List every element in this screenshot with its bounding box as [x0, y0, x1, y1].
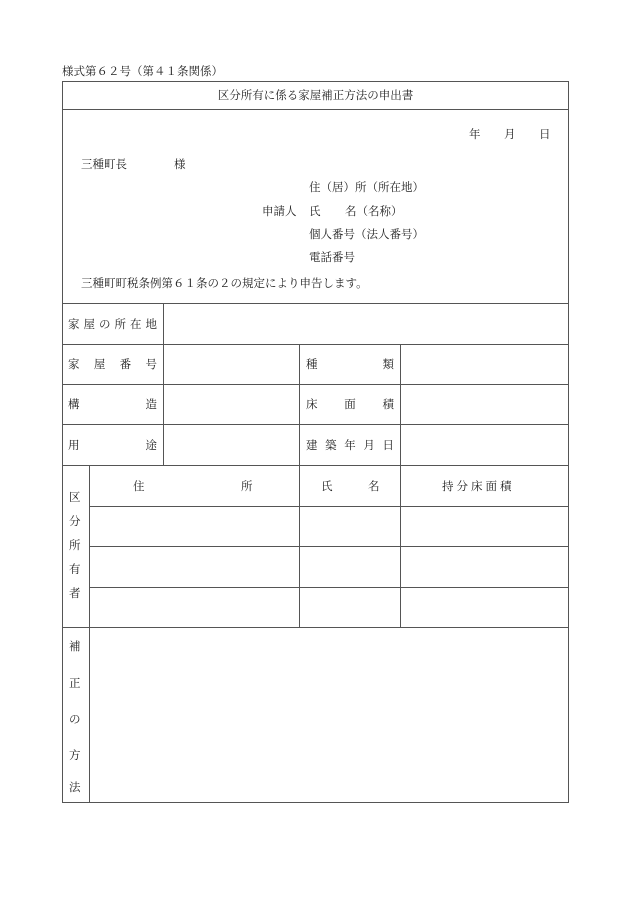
owners-col-address-a: 住: [133, 479, 145, 493]
owners-label: 区分所有者: [69, 490, 81, 600]
correction-label-2: 正: [69, 676, 81, 690]
owners-col-share: 持分床面積: [442, 479, 515, 493]
owner-3-share[interactable]: [401, 588, 568, 627]
applicant-label: 申請人: [262, 204, 297, 218]
owner-3-name[interactable]: [300, 588, 400, 627]
owner-1-share[interactable]: [401, 507, 568, 546]
owner-1-address[interactable]: [90, 507, 299, 546]
label-built-date: 建築年月日: [306, 438, 394, 452]
owner-1-name[interactable]: [300, 507, 400, 546]
house-number-field[interactable]: [164, 345, 299, 384]
addressee-honorific: 様: [174, 157, 186, 171]
statement: 三種町町税条例第６１条の２の規定により申告します。: [81, 276, 368, 290]
applicant-number-label: 個人番号（法人番号）: [309, 227, 424, 241]
applicant-address-label: 住（居）所（所在地）: [309, 180, 424, 194]
addressee-name: 三種町長: [81, 157, 127, 171]
date-year: 年: [469, 127, 481, 141]
label-location: 家屋の所在地: [68, 317, 157, 331]
form-title: 区分所有に係る家屋補正方法の申出書: [217, 88, 414, 102]
correction-label-4: 方: [69, 748, 81, 762]
label-use: 用途: [68, 438, 157, 452]
location-field[interactable]: [164, 304, 568, 344]
built-date-field[interactable]: [401, 425, 568, 465]
label-structure: 構造: [68, 397, 157, 411]
owner-2-share[interactable]: [401, 547, 568, 587]
owner-2-name[interactable]: [300, 547, 400, 587]
date-day: 日: [539, 127, 551, 141]
label-house-number: 家屋番号: [68, 357, 157, 371]
structure-field[interactable]: [164, 385, 299, 424]
owners-col-name-b: 名: [368, 479, 380, 493]
owner-2-address[interactable]: [90, 547, 299, 587]
correction-label-1: 補: [69, 639, 81, 653]
owner-3-address[interactable]: [90, 588, 299, 627]
use-field[interactable]: [164, 425, 299, 465]
label-type: 種類: [306, 357, 394, 371]
label-floor-area: 床面積: [306, 397, 394, 411]
form-number: 様式第６２号（第４１条関係）: [62, 64, 223, 78]
applicant-name-label-a: 氏: [309, 204, 321, 218]
applicant-name-label-b: 名（名称）: [345, 204, 403, 218]
date-month: 月: [504, 127, 516, 141]
floor-area-field[interactable]: [401, 385, 568, 424]
owners-col-address-b: 所: [241, 479, 253, 493]
owners-col-name-a: 氏: [321, 479, 333, 493]
applicant-phone-label: 電話番号: [309, 250, 355, 264]
correction-method-field[interactable]: [90, 628, 568, 802]
type-field[interactable]: [401, 345, 568, 384]
correction-label-5: 法: [69, 780, 81, 794]
correction-label-3: の: [69, 712, 81, 726]
